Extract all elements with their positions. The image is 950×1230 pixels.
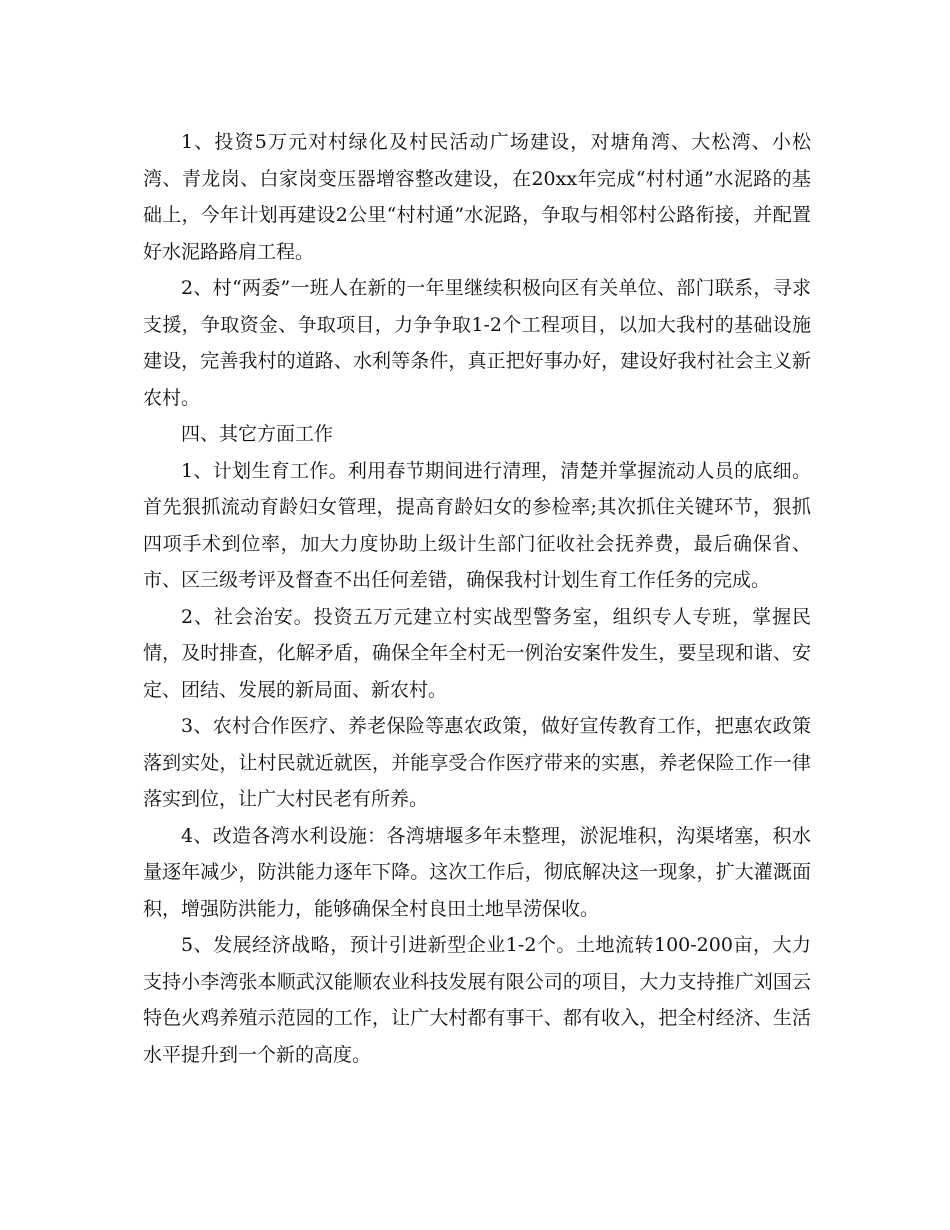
document-page <box>143 124 811 1073</box>
paragraph-infrastructure: 2、村“两委”一班人在新的一年里继续积极向区有关单位、部门联系，寻求支援，争取资金、争取项目，力争争取1-2个工程项目，以加大我村的基础设施建设，完善我村的道路、水利等条件，真正把好事办好，建设好我村社会主义新农村。 <box>143 277 811 409</box>
section-heading-other-work: 四、其它方面工作 <box>181 423 334 445</box>
paragraph-family-planning: 1、计划生育工作。利用春节期间进行清理，清楚并掌握流动人员的底细。首先狠抓流动育龄妇女管理，提高育龄妇女的参检率;其次抓住关键环节，狠抓四项手术到位率，加大力度协助上级计生部门征收社会抚养费，最后确保省、市、区三级考评及督查不出任何差错，确保我村计划生育工作任务的完成。 <box>143 459 811 591</box>
paragraph-water-conservancy: 4、改造各湾水利设施：各湾塘堰多年未整理，淤泥堆积，沟渠堵塞，积水量逐年减少，防洪能力逐年下降。这次工作后，彻底解决这一现象，扩大灌溉面积，增强防洪能力，能够确保全村良田土地旱涝保收。 <box>143 824 811 920</box>
paragraph-medical-pension: 3、农村合作医疗、养老保险等惠农政策，做好宣传教育工作，把惠农政策落到实处，让村民就近就医，并能享受合作医疗带来的实惠，养老保险工作一律落实到位，让广大村民老有所养。 <box>143 715 811 810</box>
paragraph-economic-strategy: 5、发展经济战略，预计引进新型企业1-2个。土地流转100-200亩，大力支持小李湾张本顺武汉能顺农业科技发展有限公司的项目，大力支持推广刘国云特色火鸡养殖示范园的工作，让广大村都有事干、都有收入，把全村经济、生活水平提升到一个新的高度。 <box>143 934 811 1066</box>
paragraph-public-security: 2、社会治安。投资五万元建立村实战型警务室，组织专人专班，掌握民情，及时排查，化解矛盾，确保全年全村无一例治安案件发生，要呈现和谐、安定、团结、发展的新局面、新农村。 <box>143 605 811 701</box>
paragraph-project-road: 1、投资5万元对村绿化及村民活动广场建设，对塘角湾、大松湾、小松湾、青龙岗、白家岗变压器增容整改建设，在20xx年完成“村村通”水泥路的基础上，今年计划再建设2公里“村村通”水泥路，争取与相邻村公路衔接，并配置好水泥路路肩工程。 <box>143 131 811 263</box>
